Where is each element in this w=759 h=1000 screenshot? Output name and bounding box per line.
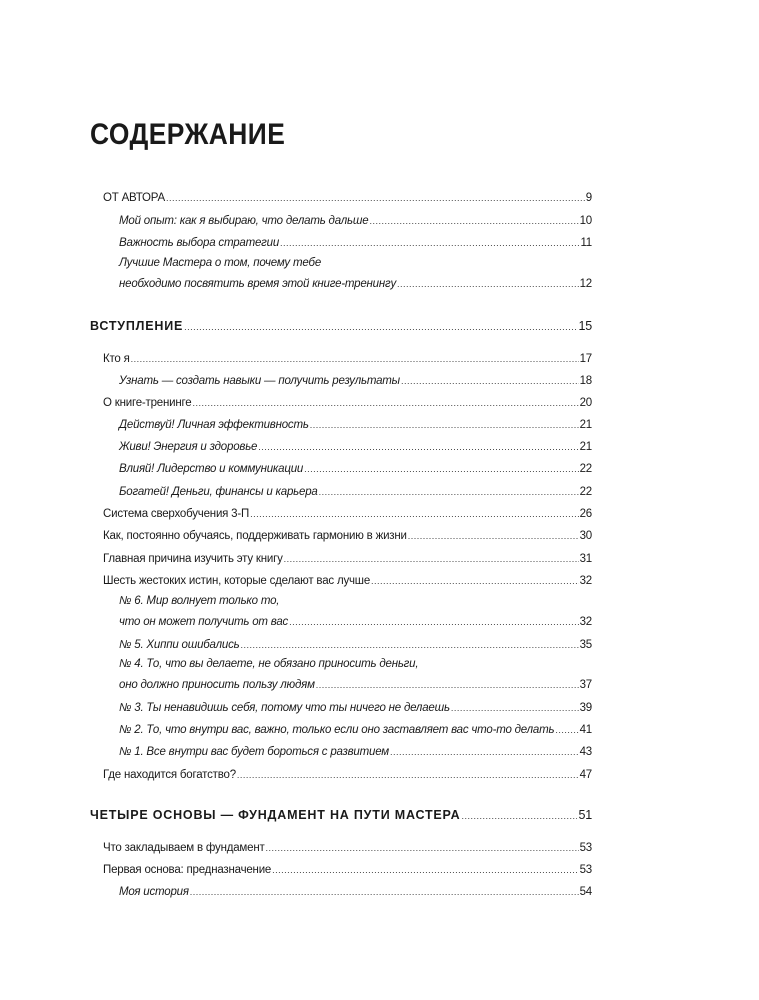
dot-leader [319, 484, 579, 500]
toc-entry-title: необходимо посвятить время этой книге-тренингу [119, 278, 397, 290]
dot-leader [184, 319, 577, 335]
toc-page-number: 22 [579, 486, 592, 498]
toc-entry-title: № 3. Ты ненавидишь себя, потому что ты ничего не делаешь [119, 702, 450, 714]
toc-page-number: 21 [579, 441, 592, 453]
dot-leader [408, 528, 579, 544]
toc-page-number: 37 [579, 679, 592, 691]
toc-page-number: 35 [579, 639, 592, 651]
dot-leader [401, 373, 579, 389]
toc-page-number: 12 [579, 278, 592, 290]
toc-entry-title: что он может получить от вас [119, 616, 289, 628]
toc-entry-title: № 2. То, что внутри вас, важно, только если оно заставляет вас что-то делать [119, 724, 555, 736]
dot-leader [310, 417, 579, 433]
dot-leader [131, 351, 579, 367]
toc-entry-title: Мой опыт: как я выбираю, что делать дальше [119, 215, 369, 227]
toc-entry-title: оно должно приносить пользу людям [119, 679, 315, 691]
toc-section-title: ЧЕТЫРЕ ОСНОВЫ — ФУНДАМЕНТ НА ПУТИ МАСТЕРА [90, 808, 461, 822]
toc-entry-title: № 1. Все внутри вас будет бороться с развитием [119, 746, 389, 758]
dot-leader [304, 461, 578, 477]
toc-page-number: 15 [578, 319, 592, 333]
dot-leader [190, 884, 579, 900]
toc-page-number: 17 [579, 353, 592, 365]
toc-page-number: 53 [579, 842, 592, 854]
toc-page-number: 32 [579, 616, 592, 628]
dot-leader [237, 767, 579, 783]
toc-entry-title: № 5. Хиппи ошибались [119, 639, 240, 651]
toc-entry-title: ОТ АВТОРА [103, 192, 165, 204]
dot-leader [192, 395, 578, 411]
dot-leader [266, 840, 579, 856]
dot-leader [555, 722, 578, 738]
toc-page-number: 53 [579, 864, 592, 876]
toc-entry-title: Влияй! Лидерство и коммуникации [119, 463, 304, 475]
dot-leader [272, 862, 578, 878]
toc-entry-title: Узнать — создать навыки — получить результаты [119, 375, 400, 387]
toc-entry-title-line1: № 4. То, что вы делаете, не обязано приносить деньги, [119, 658, 419, 670]
toc-page-number: 39 [579, 702, 592, 714]
toc-page-number: 26 [579, 508, 592, 520]
dot-leader [258, 439, 578, 455]
toc-entry-title-line1: Лучшие Мастера о том, почему тебе [119, 257, 322, 269]
toc-page-number: 11 [580, 237, 592, 249]
dot-leader [316, 677, 579, 693]
dot-leader [289, 614, 578, 630]
toc-section-title: ВСТУПЛЕНИЕ [90, 319, 184, 333]
dot-leader [371, 573, 579, 589]
toc-entry-title: Богатей! Деньги, финансы и карьера [119, 486, 318, 498]
dot-leader [461, 808, 577, 824]
dot-leader [397, 276, 579, 292]
dot-leader [241, 637, 579, 653]
toc-page-number: 41 [579, 724, 592, 736]
dot-leader [250, 506, 579, 522]
toc-page-number: 51 [578, 808, 592, 822]
toc-entry-title: Главная причина изучить эту книгу [103, 553, 283, 565]
toc-page-number: 30 [579, 530, 592, 542]
dot-leader [280, 235, 579, 251]
dot-leader [451, 700, 579, 716]
toc-page-number: 18 [579, 375, 592, 387]
toc-entry-title: О книге-тренинге [103, 397, 192, 409]
toc-entry-title: Как, постоянно обучаясь, поддерживать гармонию в жизни [103, 530, 407, 542]
toc-entry-title: Моя история [119, 886, 189, 898]
toc-entry-title-line1: № 6. Мир волнует только то, [119, 595, 280, 607]
toc-page-number: 22 [579, 463, 592, 475]
toc-page-number: 31 [579, 553, 592, 565]
page-title: СОДЕРЖАНИЕ [90, 118, 286, 151]
toc-page-number: 54 [579, 886, 592, 898]
toc-entry-title: Живи! Энергия и здоровье [119, 441, 258, 453]
toc-page-number: 10 [579, 215, 592, 227]
toc-page-number: 20 [579, 397, 592, 409]
toc-page-number: 21 [579, 419, 592, 431]
toc-entry-title: Кто я [103, 353, 130, 365]
toc-entry-title: Первая основа: предназначение [103, 864, 272, 876]
toc-page-number: 47 [579, 769, 592, 781]
toc-entry-title: Что закладываем в фундамент [103, 842, 265, 854]
toc-page-number: 32 [579, 575, 592, 587]
toc-entry-title: Система сверхобучения 3-П [103, 508, 250, 520]
dot-leader [284, 551, 579, 567]
dot-leader [369, 213, 578, 229]
toc-entry-title: Действуй! Личная эффективность [119, 419, 309, 431]
toc-entry-title: Важность выбора стратегии [119, 237, 280, 249]
toc-page-number: 9 [585, 192, 592, 204]
toc-entry-title: Шесть жестоких истин, которые сделают вас лучше [103, 575, 371, 587]
toc-entry-title: Где находится богатство? [103, 769, 236, 781]
dot-leader [166, 190, 585, 206]
toc-page-number: 43 [579, 746, 592, 758]
dot-leader [390, 744, 579, 760]
